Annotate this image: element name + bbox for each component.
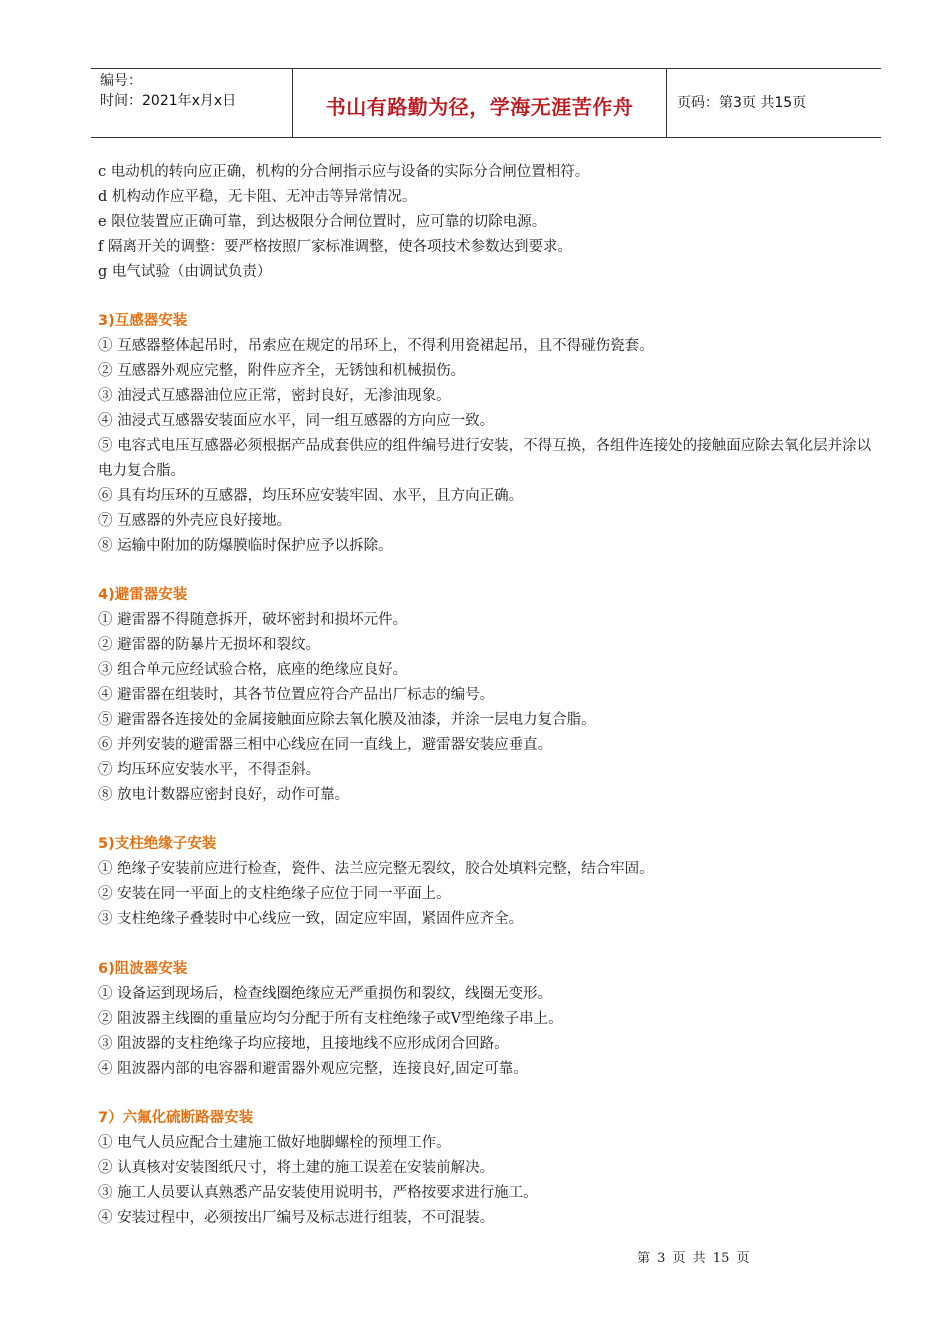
list-item: ② 安装在同一平面上的支柱绝缘子应位于同一平面上。 [98,886,451,903]
header-page-cell [667,69,881,137]
document-time-label: 时间：2021年x月x日 [100,93,237,109]
section-wave-trap [98,957,888,1082]
list-item: ③ 油浸式互感器油位应正常，密封良好，无渗油现象。 [98,388,451,405]
list-item: ③ 阻波器的支柱绝缘子均应接地，且接地线不应形成闭合回路。 [98,1035,509,1052]
list-item: ② 认真核对安装图纸尺寸，将土建的施工误差在安装前解决。 [98,1160,495,1177]
section-transformer [98,309,888,558]
list-item: ② 互感器外观应完整，附件应齐全，无锈蚀和机械损伤。 [98,363,466,380]
section-title: 3)互感器安装 [98,313,188,330]
list-item: ④ 阻波器内部的电容器和避雷器外观应完整，连接良好,固定可靠。 [98,1060,528,1077]
intro-list [98,160,888,285]
header-info-cell [91,69,293,137]
list-item: ① 电气人员应配合土建施工做好地脚螺栓的预埋工作。 [98,1135,451,1152]
list-item: ② 避雷器的防暴片无损坏和裂纹。 [98,637,321,654]
header-motto-cell [293,69,667,137]
page-header [91,68,881,138]
page-footer: 第 3 页 共 15 页 [637,1251,750,1266]
header-page-number: 页码：第3页 共15页 [677,95,807,111]
list-item: ⑦ 均压环应安装水平，不得歪斜。 [98,761,321,778]
section-post-insulator [98,832,888,932]
intro-line: e 限位装置应正确可靠，到达极限分合闸位置时，应可靠的切除电源。 [98,213,547,230]
intro-line: f 隔离开关的调整：要严格按照厂家标准调整，使各项技术参数达到要求。 [98,238,572,255]
section-title: 6)阻波器安装 [98,960,188,977]
list-item: ① 避雷器不得随意拆开，破坏密封和损坏元件。 [98,612,408,629]
list-item: ③ 组合单元应经试验合格，底座的绝缘应良好。 [98,662,408,679]
section-sf6-breaker [98,1106,888,1231]
list-item: ⑥ 具有均压环的互感器，均压环应安装牢固、水平，且方向正确。 [98,487,524,504]
intro-line: g 电气试验（由调试负责） [98,263,272,280]
list-item: ⑧ 放电计数器应密封良好，动作可靠。 [98,786,350,803]
list-item: ⑧ 运输中附加的防爆膜临时保护应予以拆除。 [98,537,393,554]
document-body [98,160,888,1231]
document-number-label: 编号： [100,73,142,89]
section-title: 4)避雷器安装 [98,587,188,604]
list-item: ② 阻波器主线圈的重量应均匀分配于所有支柱绝缘子或V型绝缘子串上。 [98,1010,563,1027]
list-item: ⑦ 互感器的外壳应良好接地。 [98,512,292,529]
list-item: ④ 避雷器在组装时，其各节位置应符合产品出厂标志的编号。 [98,687,495,703]
list-item: ⑥ 并列安装的避雷器三相中心线应在同一直线上，避雷器安装应垂直。 [98,736,553,753]
list-item: ④ 油浸式互感器安装面应水平，同一组互感器的方向应一致。 [98,413,495,430]
header-motto: 书山有路勤为径，学海无涯苦作舟 [325,95,634,119]
list-item: ⑤ 电容式电压互感器必须根据产品成套供应的组件编号进行安装，不得互换，各组件连接处的接触面应除去氧化层并涂以电力复合脂。 [98,437,872,479]
section-title: 5)支柱绝缘子安装 [98,836,217,853]
section-title: 7）六氟化硫断路器安装 [98,1110,254,1127]
section-arrester [98,583,888,807]
list-item: ④ 安装过程中，必须按出厂编号及标志进行组装，不可混装。 [98,1209,495,1226]
intro-line: c 电动机的转向应正确，机构的分合闸指示应与设备的实际分合闸位置相符。 [98,164,590,180]
list-item: ① 互感器整体起吊时，吊索应在规定的吊环上，不得利用瓷裙起吊，且不得碰伤瓷套。 [98,338,654,355]
list-item: ① 设备运到现场后，检查线圈绝缘应无严重损伤和裂纹，线圈无变形。 [98,985,553,1002]
list-item: ⑤ 避雷器各连接处的金属接触面应除去氧化膜及油漆，并涂一层电力复合脂。 [98,711,596,728]
list-item: ① 绝缘子安装前应进行检查，瓷件、法兰应完整无裂纹，胶合处填料完整，结合牢固。 [98,861,654,878]
intro-line: d 机构动作应平稳，无卡阻、无冲击等异常情况。 [98,188,417,205]
list-item: ③ 支柱绝缘子叠装时中心线应一致，固定应牢固，紧固件应齐全。 [98,911,524,928]
list-item: ③ 施工人员要认真熟悉产品安装使用说明书，严格按要求进行施工。 [98,1185,538,1202]
